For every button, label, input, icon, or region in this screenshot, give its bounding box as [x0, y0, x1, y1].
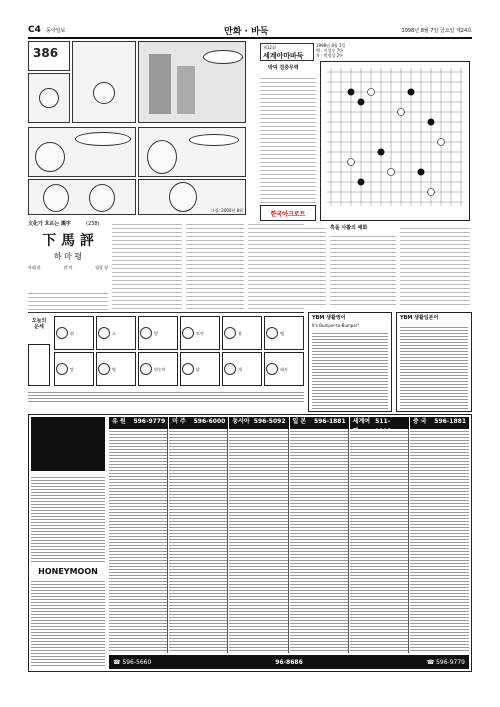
char-meanings [28, 265, 108, 270]
comic-panel-1 [72, 41, 136, 123]
contact-head: 유 원 596-9779 [109, 417, 168, 437]
speech-bubble [75, 132, 131, 146]
comic-strip [28, 41, 248, 216]
character-face [169, 182, 197, 212]
sign-label: 뱀 [280, 330, 284, 336]
paper-name: 동아일보 [46, 28, 66, 34]
section-title: 만화 · 바둑 [224, 27, 269, 37]
travel-column [169, 429, 228, 653]
horoscope-cell [264, 316, 304, 350]
article-text-col [112, 221, 182, 309]
sign-label: 토끼 [196, 330, 204, 336]
horoscope-rule [28, 312, 304, 313]
baduk-title: 세계아마바둑 [263, 52, 304, 60]
footer-left-phone: ☎ 596-5660 [113, 658, 152, 666]
sign-label: 양 [112, 366, 116, 372]
comic-panel-2 [138, 41, 246, 123]
baduk-info-line: 1998년 8월 1일 [316, 43, 346, 48]
ybm-english-text [312, 331, 388, 409]
character-face [35, 142, 65, 172]
horoscope-cell [138, 316, 178, 350]
sign-label: 닭 [196, 366, 200, 372]
date-line: 1998년 8월 7일 금요일 제24호 [401, 28, 472, 34]
comic-panel-5 [28, 179, 136, 215]
horoscope-cell [264, 352, 304, 386]
column-title: 文化가 흐르는 漢字 [28, 221, 71, 227]
baduk-board [320, 61, 470, 221]
ad-brand-block [31, 417, 105, 471]
sign-label: 말 [70, 366, 74, 372]
page-header [28, 23, 472, 37]
horoscope-cell [54, 352, 94, 386]
horoscope-text [28, 390, 304, 404]
character-face [89, 184, 115, 212]
ybm-english-title: YBM 생활영어 [312, 315, 346, 321]
travel-column [229, 429, 288, 653]
ybm-english-ad [308, 312, 392, 412]
footer-right-phone: ☎ 596-9779 [426, 658, 465, 666]
horoscope-cell [222, 352, 262, 386]
classified-ads [28, 414, 472, 672]
hanja-text-block [28, 290, 108, 310]
honeymoon-ad [31, 417, 105, 669]
horoscope-cell [54, 316, 94, 350]
building-drawing [149, 54, 171, 114]
sponsor-logo: 한국아크로트 [270, 210, 306, 218]
horoscope-cell [96, 352, 136, 386]
horoscope-cell [96, 316, 136, 350]
page-id: C4 [28, 25, 41, 35]
baduk-text [260, 75, 316, 203]
baduk-info-line: 백 : 이성우 7단 [316, 48, 344, 53]
commentary-col [260, 225, 326, 305]
commentary-col [400, 225, 470, 305]
horoscope-title [28, 318, 50, 330]
ybm-english-sub: It's Bumper-to-Bumper! [312, 323, 360, 328]
comic-panel-4 [138, 127, 246, 177]
classified-footer [109, 655, 469, 669]
article-text-col [186, 221, 244, 309]
hanja-reading: 하 마 평 [53, 252, 83, 261]
character-face [43, 184, 69, 212]
comic-caption: 그림: 2000년 8월 [210, 208, 243, 213]
meaning-2: 말 마 [63, 265, 73, 270]
building-drawing [177, 66, 195, 114]
character-face [93, 82, 115, 104]
comic-title: 386 [33, 46, 59, 60]
ybm-japanese-text [400, 325, 468, 409]
baduk-round: 제12회 [263, 45, 276, 50]
character-face [39, 88, 59, 108]
travel-columns [109, 429, 469, 653]
travel-column [290, 429, 349, 653]
sign-label: 범 [154, 330, 158, 336]
baduk-sponsor-box [260, 205, 316, 221]
contact-head: 동서아 596-5092 [229, 417, 288, 437]
horoscope-title-line1: 오늘의 [31, 318, 47, 324]
footer-promo: 96-8686 [275, 658, 303, 666]
horoscope-cell [180, 352, 220, 386]
contact-headers [109, 417, 469, 427]
sign-label: 원숭이 [154, 366, 166, 372]
speech-bubble [203, 50, 243, 64]
ybm-japanese-ad [396, 312, 472, 412]
ad-text [31, 579, 105, 667]
meaning-1: 아래 하 [28, 265, 41, 270]
contact-head: 미 주 596-6000 [169, 417, 228, 437]
contact-head: 세계여 511- [350, 417, 409, 437]
column-number: (238) [86, 221, 100, 227]
go-board-svg [321, 62, 469, 220]
horoscope-cell [138, 352, 178, 386]
travel-column [410, 429, 469, 653]
comic-title-box [28, 41, 70, 71]
travel-column [109, 429, 168, 653]
honeymoon-logo: HONEYMOON [38, 567, 98, 576]
sign-label: 용 [238, 330, 242, 336]
hanja-chars: 下 馬 評 [42, 233, 94, 249]
commentary-col [330, 233, 396, 305]
comic-panel-6 [138, 179, 246, 215]
baduk-subtitle: 박덕 검증무력 [268, 65, 299, 71]
baduk-commentary [258, 225, 472, 307]
sign-label: 소 [112, 330, 116, 336]
baduk-section [258, 41, 472, 223]
sign-label: 돼지 [280, 366, 288, 372]
baduk-caption: 흑돌 사활의 예화 [330, 225, 368, 231]
comic-panel-0 [28, 73, 70, 123]
ad-text [31, 475, 105, 563]
speech-bubble [189, 134, 239, 146]
sign-label: 개 [238, 366, 242, 372]
header-rule [28, 37, 472, 39]
ybm-japanese-title: YBM 생활일본어 [400, 315, 439, 321]
horoscope-cell [222, 316, 262, 350]
horoscope-side-box [28, 344, 50, 386]
horoscope-title-line2: 운세 [34, 324, 44, 330]
character-face [147, 140, 177, 174]
baduk-info-line: 흑 : 박정상 2단 [316, 53, 344, 58]
horoscope-grid [54, 316, 304, 386]
meaning-3: 평할 평 [95, 265, 108, 270]
contact-head: 일 본 596-1881 [290, 417, 349, 437]
baduk-info [316, 43, 345, 58]
travel-column [350, 429, 409, 653]
comic-panel-3 [28, 127, 136, 177]
sign-label: 쥐 [70, 330, 74, 336]
contact-head: 중 국 596-1881 [410, 417, 469, 437]
baduk-title-box [260, 43, 314, 61]
horoscope-cell [180, 316, 220, 350]
